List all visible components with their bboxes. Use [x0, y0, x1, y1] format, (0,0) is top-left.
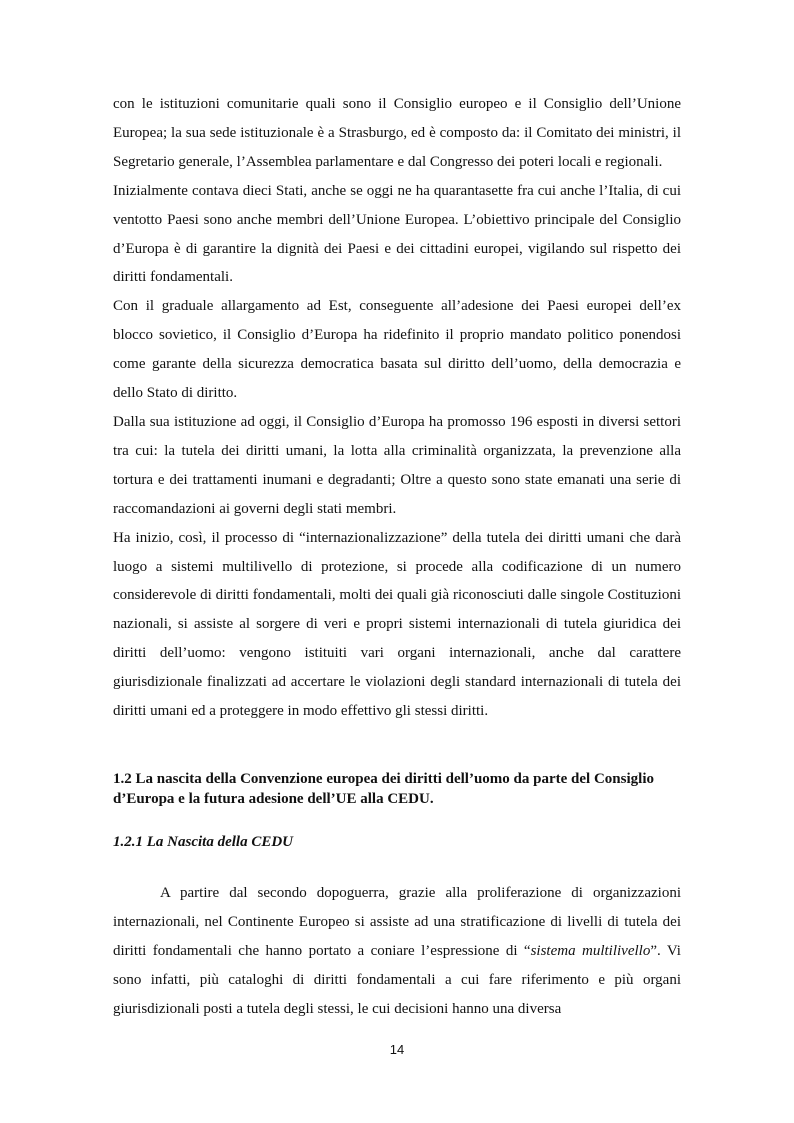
paragraph: con le istituzioni comunitarie quali sono il Consiglio europeo e il Consiglio dell’Unione Europea; la sua sede istituzionale è a Strasburgo, ed è composto da: il Comitato dei ministri, il Segretario generale, l’Assemblea parlamentare e dal Congresso dei poteri locali e regionali. [113, 96, 681, 170]
page-number: 14 [389, 1042, 405, 1057]
paragraph-text: A partire dal secondo dopoguerra, grazie alla proliferazione di organizzazioni internazionali, nel Continente Europeo si assiste ad una stratificazione di livelli di tutela dei diritti fondamentali che hanno portato a coniare l’espressione di “ [113, 884, 681, 959]
paragraph: Con il graduale allargamento ad Est, conseguente all’adesione dei Paesi europei dell’ex blocco sovietico, il Consiglio d’Europa ha ridefinito il proprio mandato politico ponendosi come garante della sicurezza democratica basata sul diritto dell’uomo, della democrazia e dello Stato di diritto. [113, 298, 681, 402]
paragraph: Ha inizio, così, il processo di “internazionalizzazione” della tutela dei diritti umani che darà luogo a sistemi multilivello di protezione, si procede alla codificazione di un numero considerevole di diritti fondamentali, molti dei quali già riconosciuti dalle singole Costituzioni nazionali, si assiste al sorgere di veri e propri sistemi internazionali di tutela giuridica dei diritti dell’uomo: vengono istituiti vari organi internazionali, anche dal carattere giurisdizionale finalizzati ad accertare le violazioni degli standard internazionali di tutela dei diritti umani ed a proteggere in modo effettivo gli stessi diritti. [113, 529, 681, 720]
paragraph: Inizialmente contava dieci Stati, anche se oggi ne ha quarantasette fra cui anche l’Italia, di cui ventotto Paesi sono anche membri dell’Unione Europea. L’obiettivo principale del Consiglio d’Europa è di garantire la dignità dei Paesi e dei cittadini europei, vigilando sul rispetto dei diritti fondamentali. [113, 182, 681, 286]
page-content [113, 90, 681, 1023]
emphasized-term: sistema multilivello [530, 942, 651, 959]
subsection-heading: 1.2.1 La Nascita della CEDU [113, 833, 293, 850]
spacer [113, 852, 681, 879]
paragraph [113, 879, 681, 1024]
paragraph: Dalla sua istituzione ad oggi, il Consiglio d’Europa ha promosso 196 esposti in diversi settori tra cui: la tutela dei diritti umani, la lotta alla criminalità organizzata, la prevenzione alla tortura e dei trattamenti inumani e degradanti; Oltre a questo sono state emanati una serie di raccomandazioni ai governi degli stati membri. [113, 413, 681, 517]
section-heading: 1.2 La nascita della Convenzione europea dei diritti dell’uomo da parte del Consiglio d’Europa e la futura adesione dell’UE alla CEDU. [113, 770, 654, 808]
paragraph-text: ”. Vi sono infatti, più cataloghi di diritti fondamentali a cui fare riferimento e più organi giurisdizionali posti a tutela degli stessi, le cui decisioni hanno una diversa [113, 942, 681, 1017]
